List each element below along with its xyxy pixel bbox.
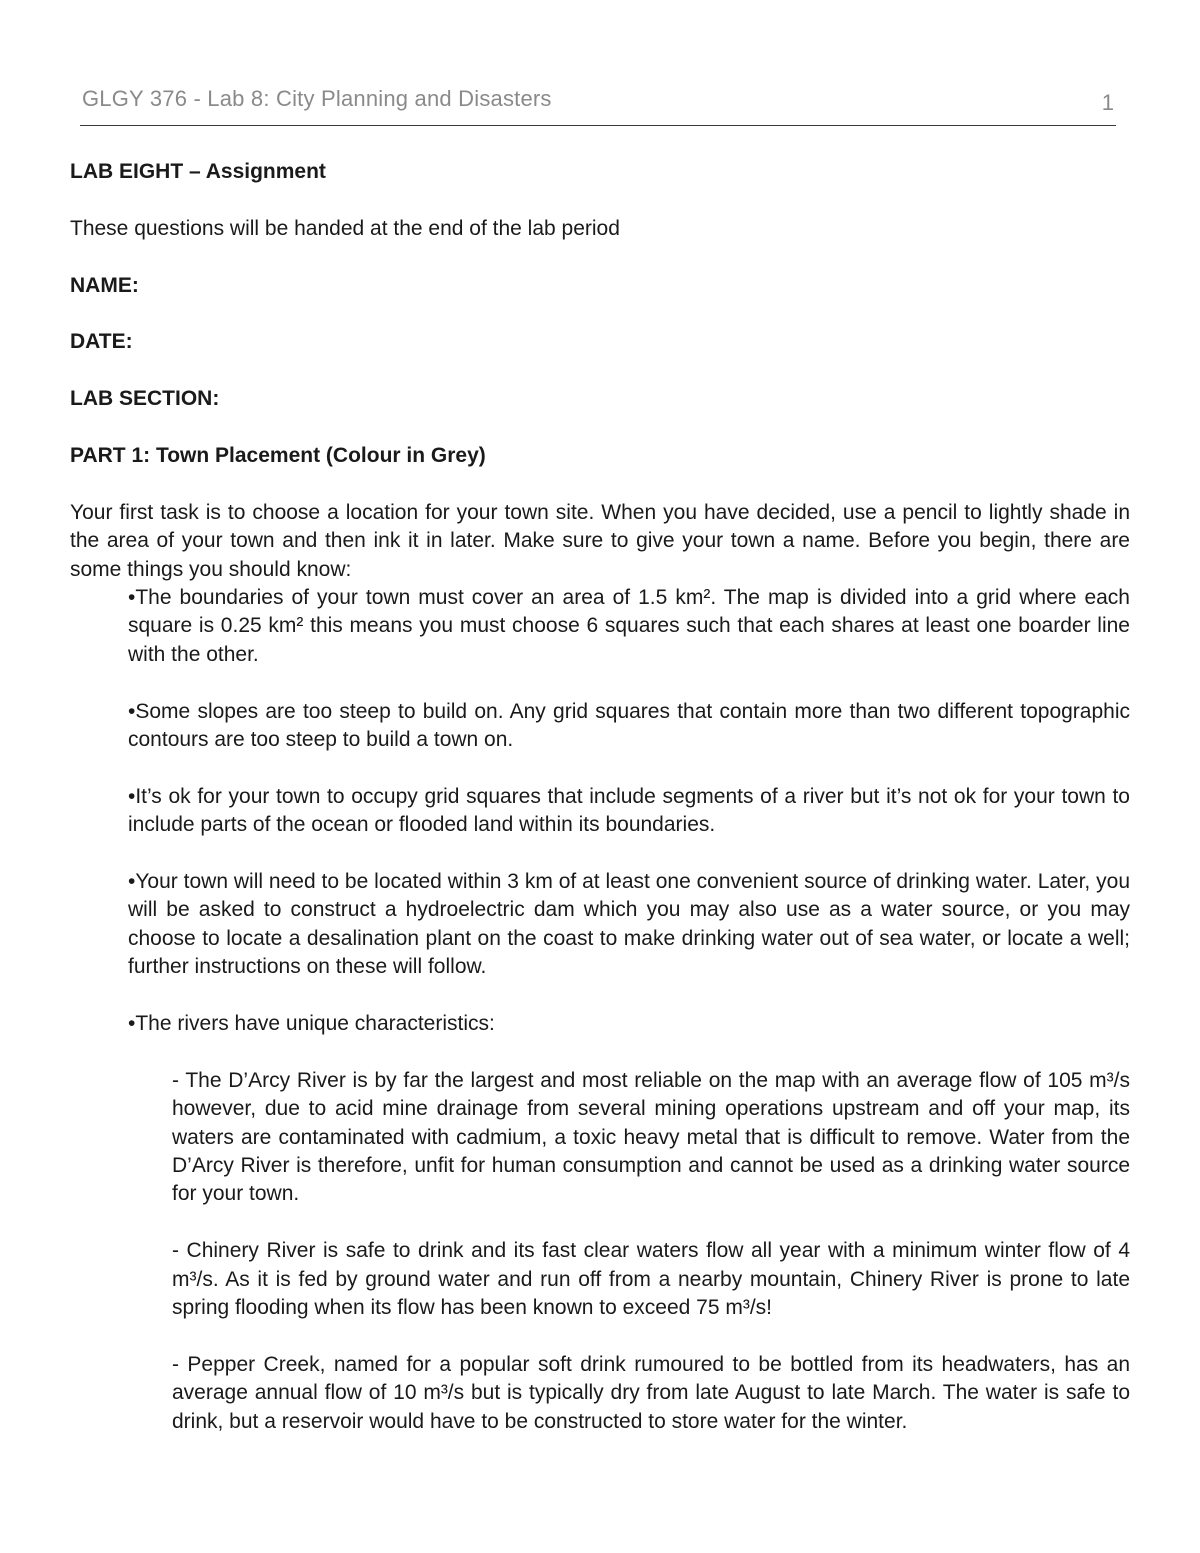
lab-title: LAB EIGHT – Assignment [70,160,326,183]
header-title: GLGY 376 - Lab 8: City Planning and Disasters [82,86,552,111]
instruction-text: These questions will be handed at the end of the lab period [70,216,620,240]
part1-heading: PART 1: Town Placement (Colour in Grey) [70,443,486,467]
river-pepper-creek: - Pepper Creek, named for a popular soft drink rumoured to be bottled from its headwaters, has an average annual flow of 10 m³/s but is typically dry from late August to late March. The water is safe to drink, but a reservoir would have to be constructed to store water for the winter. [172,1352,1130,1433]
page-number: 1 [1101,90,1114,115]
header-divider [80,125,1116,126]
bullet-river-segments: •It’s ok for your town to occupy grid squares that include segments of a river but it’s not ok for your town to include parts of the ocean or flooded land within its boundaries. [128,784,1130,837]
document-body [70,158,1130,1436]
date-field-label: DATE: [70,330,133,354]
lab-section-field-label: LAB SECTION: [70,387,220,411]
part1-intro: Your first task is to choose a location for your town site. When you have decided, use a pencil to lightly shade in the area of your town and then ink it in later. Make sure to give your town a name. Before you begin, there are some things you should know: [70,500,1130,581]
river-chinery: - Chinery River is safe to drink and its fast clear waters flow all year with a minimum winter flow of 4 m³/s. As it is fed by ground water and run off from a nearby mountain, Chinery River is prone to late spring flooding when its flow has been known to exceed 75 m³/s! [172,1239,1130,1320]
river-darcy: - The D’Arcy River is by far the largest and most reliable on the map with an average flow of 105 m³/s however, due to acid mine drainage from several mining operations upstream and off your map, its waters are contaminated with cadmium, a toxic heavy metal that is difficult to remove. Water from the D’Arcy River is therefore, unfit for human consumption and cannot be used as a drinking water source for your town. [172,1068,1130,1206]
name-field-label: NAME: [70,273,139,297]
bullet-drinking-water: •Your town will need to be located within 3 km of at least one convenient source of drinking water. Later, you will be asked to construct a hydroelectric dam which you may also use as a water source, or you may choose to locate a desalination plant on the coast to make drinking water out of sea water, or locate a well; further instructions on these will follow. [128,870,1130,979]
bullet-river-characteristics: •The rivers have unique characteristics: [128,1012,495,1036]
bullet-town-boundaries: •The boundaries of your town must cover an area of 1.5 km². The map is divided into a grid where each square is 0.25 km² this means you must choose 6 squares such that each shares at least one boarder line with the other. [128,586,1130,666]
bullet-steep-slopes: •Some slopes are too steep to build on. Any grid squares that contain more than two different topographic contours are too steep to build a town on. [128,699,1130,752]
